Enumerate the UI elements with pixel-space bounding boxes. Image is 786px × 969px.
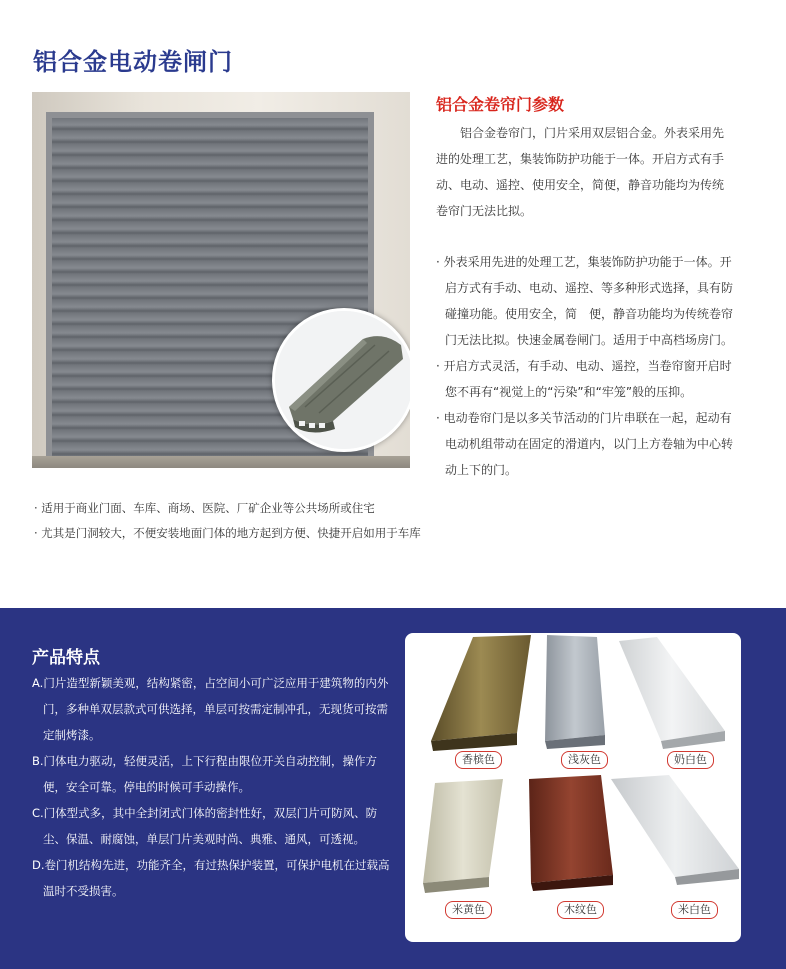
usage-item: · 尤其是门洞较大，不便安装地面门体的地方起到方便、快捷开启如用于车库 [34,526,421,540]
features-title: 产品特点 [32,648,100,668]
color-label: 奶白色 [667,751,714,769]
usage-list [34,496,421,546]
feature-item: B.门体电力驱动，轻便灵活，上下行程由限位开关自动控制，操作方便，安全可靠。停电的时候可手动操作。 [32,754,378,794]
color-label: 米黄色 [445,901,492,919]
color-label: 米白色 [671,901,718,919]
slat-profile-inset [272,308,410,452]
params-bullet: · 电动卷帘门是以多关节活动的门片串联在一起，起动有电动机组带动在固定的滑道内，以门上方卷轴为中心转动上下的门。 [436,411,734,477]
color-swatch-card [405,633,741,942]
rolling-door-photo [32,92,410,468]
color-label: 浅灰色 [561,751,608,769]
page-title: 铝合金电动卷闸门 [33,48,233,76]
color-label: 香槟色 [455,751,502,769]
floor [32,456,410,468]
params-bullet: · 开启方式灵活，有手动、电动、遥控，当卷帘窗开启时您不再有“视觉上的“污染”和“牢笼”般的压抑。 [436,359,732,399]
features-list [32,670,392,904]
feature-item: D.卷门机结构先进，功能齐全，有过热保护装置，可保护电机在过载高温时不受损害。 [32,858,390,898]
color-slat-illustrations [405,633,741,942]
usage-item: · 适用于商业门面、车库、商场、医院、厂矿企业等公共场所或住宅 [34,501,375,515]
params-bullet: · 外表采用先进的处理工艺，集装饰防护功能于一体。开启方式有手动、电动、遥控、等多种形式选择，具有防碰撞功能。使用安全，简 便，静音功能均为传统卷帘门无法比拟。快速金属卷闸门。适用于中高档场房门。 [436,255,734,347]
params-intro: 铝合金卷帘门，门片采用双层铝合金。外表采用先进的处理工艺，集装饰防护功能于一体。开启方式有手动、电动、遥控、使用安全，简便，静音功能均为传统卷帘门无法比拟。 [436,126,725,218]
feature-item: A.门片造型新颖美观，结构紧密，占空间小可广泛应用于建筑物的内外门，多种单双层款式可供选择，单层可按需定制冲孔，无现货可按需定制烤漆。 [32,676,389,742]
params-bullet-list [436,249,734,483]
slat-profile-illustration [275,311,410,449]
params-title: 铝合金卷帘门参数 [436,95,565,114]
feature-item: C.门体型式多，其中全封闭式门体的密封性好，双层门片可防风、防尘、保温、耐腐蚀，单层门片美观时尚、典雅、通风，可透视。 [32,806,378,846]
color-label: 木纹色 [557,901,604,919]
